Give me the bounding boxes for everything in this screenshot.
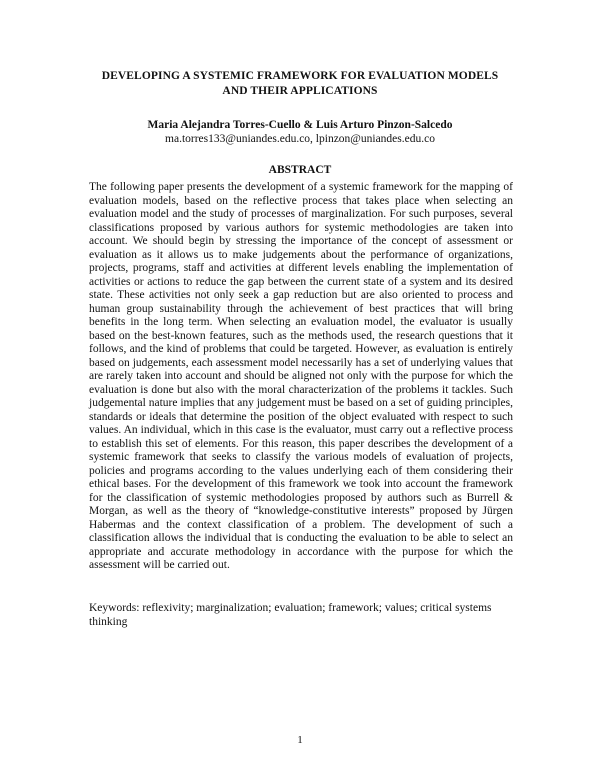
- author-emails: ma.torres133@uniandes.edu.co, lpinzon@uniandes.edu.co: [165, 133, 435, 145]
- keywords: Keywords: reflexivity; marginalization; evaluation; framework; values; critical systems thinking: [89, 602, 492, 628]
- author-names: Maria Alejandra Torres-Cuello & Luis Arturo Pinzon-Salcedo: [147, 119, 453, 131]
- abstract-body: The following paper presents the development of a systemic framework for the mapping of evaluation models, based on the reflective process that takes place when selecting an evaluation model and the study of processes of marginalization. For such purposes, several classifications proposed by various authors for systemic methodologies are taken into account. We should begin by stressing the importance of the concept of assessment or evaluation as it allows us to make judgements about the performance of organizations, projects, programs, staff and activities at different levels enabling the implementation of activities or actions to reduce the gap between the current state of a system and its desired state. These activities not only seek a gap reduction but are also oriented to process and human group sustainability through the achievement of best practices that will bring benefits in the long term. When selecting an evaluation model, the evaluator is usually based on the best-known features, such as the methods used, the research questions that it follows, and the kind of problems that could be targeted. However, as evaluation is entirely based on judgements, each assessment model necessarily has a set of underlying values that are rarely taken into account and should be aligned not only with the purpose for which the evaluation is done but also with the moral characterization of the problems it tackles. Such judgemental nature implies that any judgement must be based on a set of guiding principles, standards or ideals that determine the position of the object evaluated with respect to such values. An individual, which in this case is the evaluator, must carry out a reflective process to establish this set of elements. For this reason, this paper describes the development of a systemic framework that seeks to classify the various models of evaluation of projects, policies and programs according to the values underlying each of them considering their ethical bases. For the development of this framework we took into account the framework for the classification of systemic methodologies proposed by authors such as Burrell & Morgan, as well as the theory of “knowledge-constitutive interests” proposed by Jürgen Habermas and the context classification of a problem. The development of such a classification allows the individual that is conducting the evaluation to be able to select an appropriate and accurate methodology in accordance with the purpose for which the assessment will be carried out.: [89, 181, 513, 571]
- page-number: 1: [297, 734, 303, 746]
- abstract-heading: ABSTRACT: [268, 164, 332, 176]
- paper-title: [90, 69, 510, 99]
- title-line-1: DEVELOPING A SYSTEMIC FRAMEWORK FOR EVALUATION MODELS: [101, 70, 499, 82]
- title-line-2: AND THEIR APPLICATIONS: [222, 85, 378, 97]
